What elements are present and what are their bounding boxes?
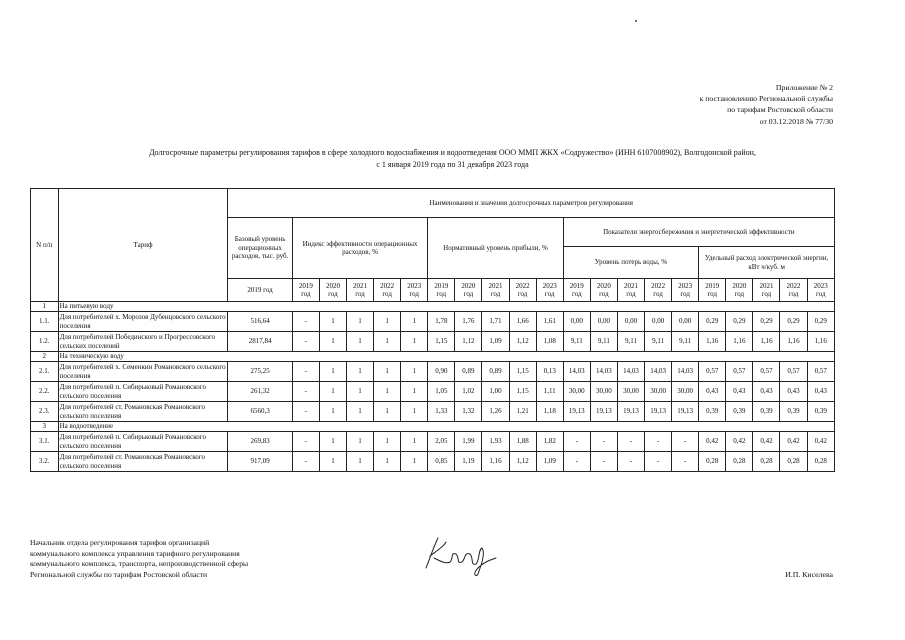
section-row <box>31 422 835 432</box>
row-profit-value: 1,16 <box>482 452 509 472</box>
row-loss-value: 30,00 <box>563 382 590 402</box>
row-tariff-name: Для потребителей п. Сибирьковый Романовского сельского поселения <box>58 432 228 452</box>
row-loss-value: 19,13 <box>590 402 617 422</box>
row-eff-value: 1 <box>346 332 373 352</box>
row-elec-value: 0,28 <box>807 452 834 472</box>
document-title-line: Долгосрочные параметры регулирования тарифов в сфере холодного водоснабжения и водоотведения ООО ММП ЖКХ «Содружество» (ИНН 6107008902), Волгодонской район, <box>149 148 756 157</box>
section-num: 2 <box>31 352 59 362</box>
row-num: 2.2. <box>31 382 59 402</box>
row-profit-value: 1,12 <box>509 332 536 352</box>
header-year-efficiency: 2020 год <box>319 279 346 302</box>
row-eff-value: 1 <box>346 452 373 472</box>
header-year-losses: 2023 год <box>672 279 699 302</box>
row-elec-value: 0,28 <box>780 452 807 472</box>
row-base-level: 269,83 <box>228 432 292 452</box>
row-profit-value: 1,99 <box>455 432 482 452</box>
header-year-efficiency: 2021 год <box>346 279 373 302</box>
header-group-title: Наименования и значения долгосрочных параметров регулирования <box>228 189 835 218</box>
row-eff-value: 1 <box>374 382 401 402</box>
row-eff-value: 1 <box>401 362 428 382</box>
row-loss-value: 9,11 <box>672 332 699 352</box>
row-num: 3.1. <box>31 432 59 452</box>
row-elec-value: 0,43 <box>726 382 753 402</box>
row-eff-value: 1 <box>401 332 428 352</box>
row-loss-value: - <box>563 452 590 472</box>
row-elec-value: 1,16 <box>699 332 726 352</box>
row-elec-value: 1,16 <box>807 332 834 352</box>
row-loss-value: 14,03 <box>645 362 672 382</box>
header-year-electric: 2019 год <box>699 279 726 302</box>
row-eff-value: 1 <box>401 402 428 422</box>
row-profit-value: 1,18 <box>536 402 563 422</box>
signatory-position <box>30 538 248 580</box>
row-elec-value: 0,57 <box>699 362 726 382</box>
table-row <box>31 402 835 422</box>
row-elec-value: 0,43 <box>780 382 807 402</box>
row-elec-value: 0,42 <box>726 432 753 452</box>
row-eff-value: 1 <box>346 362 373 382</box>
row-elec-value: 0,39 <box>780 402 807 422</box>
section-num: 1 <box>31 302 59 312</box>
header-year-electric: 2021 год <box>753 279 780 302</box>
row-eff-value: 1 <box>401 312 428 332</box>
header-tariff: Тариф <box>58 189 228 302</box>
row-elec-value: 0,29 <box>726 312 753 332</box>
header-year-electric: 2020 год <box>726 279 753 302</box>
row-elec-value: 0,39 <box>726 402 753 422</box>
row-profit-value: 1,00 <box>482 382 509 402</box>
row-elec-value: 0,39 <box>699 402 726 422</box>
row-eff-value: 1 <box>319 362 346 382</box>
row-eff-value: 1 <box>319 312 346 332</box>
row-tariff-name: Для потребителей х. Семенкин Романовского сельского поселения <box>58 362 228 382</box>
row-elec-value: 0,57 <box>726 362 753 382</box>
header-year-efficiency: 2023 год <box>401 279 428 302</box>
row-loss-value: 0,00 <box>645 312 672 332</box>
row-elec-value: 0,42 <box>699 432 726 452</box>
row-elec-value: 0,43 <box>699 382 726 402</box>
section-row <box>31 302 835 312</box>
row-loss-value: - <box>645 432 672 452</box>
row-eff-value: 1 <box>374 402 401 422</box>
header-base-year: 2019 год <box>228 279 292 302</box>
row-elec-value: 0,29 <box>699 312 726 332</box>
table-row <box>31 312 835 332</box>
header-year-profit: 2022 год <box>509 279 536 302</box>
row-base-level: 275,25 <box>228 362 292 382</box>
header-year-profit: 2023 год <box>536 279 563 302</box>
row-elec-value: 0,42 <box>780 432 807 452</box>
row-elec-value: 0,57 <box>807 362 834 382</box>
row-profit-value: 0,89 <box>482 362 509 382</box>
document-title-line: с 1 января 2019 года по 31 декабря 2023 года <box>376 159 529 169</box>
row-profit-value: 1,21 <box>509 402 536 422</box>
row-base-level: 516,64 <box>228 312 292 332</box>
header-year-profit: 2020 год <box>455 279 482 302</box>
row-profit-value: 0,85 <box>428 452 455 472</box>
row-profit-value: 0,89 <box>455 362 482 382</box>
row-loss-value: 9,11 <box>590 332 617 352</box>
header-year-electric: 2022 год <box>780 279 807 302</box>
row-elec-value: 0,43 <box>753 382 780 402</box>
row-eff-value: 1 <box>374 312 401 332</box>
appendix-line: от 03.12.2018 № 77/30 <box>759 116 833 126</box>
row-loss-value: 0,00 <box>563 312 590 332</box>
row-loss-value: 19,13 <box>672 402 699 422</box>
row-profit-value: 1,93 <box>482 432 509 452</box>
row-profit-value: 1,02 <box>455 382 482 402</box>
header-year-efficiency: 2019 год <box>292 279 319 302</box>
header-year-efficiency: 2022 год <box>374 279 401 302</box>
row-profit-value: 1,05 <box>428 382 455 402</box>
section-num: 3 <box>31 422 59 432</box>
row-eff-value: 1 <box>319 382 346 402</box>
row-base-level: 261,32 <box>228 382 292 402</box>
header-year-losses: 2020 год <box>590 279 617 302</box>
row-eff-value: 1 <box>346 312 373 332</box>
row-eff-value: 1 <box>346 382 373 402</box>
header-year-losses: 2021 год <box>617 279 644 302</box>
scan-speck <box>635 20 637 22</box>
row-profit-value: 1,09 <box>536 452 563 472</box>
signatory-name: И.П. Киселева <box>785 570 833 579</box>
table-row <box>31 382 835 402</box>
header-electric-consumption: Удельный расход электрической энергии, кВт ч/куб. м <box>699 247 835 279</box>
row-num: 2.1. <box>31 362 59 382</box>
handwritten-signature <box>420 528 500 578</box>
row-eff-value: 1 <box>319 452 346 472</box>
row-eff-value: 1 <box>374 332 401 352</box>
row-eff-value: 1 <box>319 432 346 452</box>
row-eff-value: 1 <box>346 432 373 452</box>
row-eff-value: - <box>292 362 319 382</box>
row-elec-value: 0,57 <box>780 362 807 382</box>
row-tariff-name: Для потребителей ст. Романовская Романовского сельского поселения <box>58 452 228 472</box>
row-loss-value: 30,00 <box>590 382 617 402</box>
appendix-line: по тарифам Ростовской области <box>727 105 833 115</box>
row-eff-value: - <box>292 382 319 402</box>
row-loss-value: - <box>672 452 699 472</box>
row-base-level: 6560,3 <box>228 402 292 422</box>
row-loss-value: 30,00 <box>672 382 699 402</box>
row-loss-value: - <box>645 452 672 472</box>
table-row <box>31 332 835 352</box>
row-tariff-name: Для потребителей х. Морозов Дубенцовского сельского поселения <box>58 312 228 332</box>
row-loss-value: 9,11 <box>617 332 644 352</box>
document-title <box>60 147 845 170</box>
position-line: коммунального комплекса, транспорта, непроизводственной сферы <box>30 559 249 568</box>
position-line: коммунального комплекса управления тарифного регулирования <box>30 548 240 558</box>
row-loss-value: 0,00 <box>590 312 617 332</box>
row-elec-value: 0,28 <box>699 452 726 472</box>
row-loss-value: 0,00 <box>617 312 644 332</box>
row-eff-value: 1 <box>401 382 428 402</box>
row-eff-value: 1 <box>374 362 401 382</box>
section-name: На техническую воду <box>58 352 834 362</box>
row-base-level: 917,09 <box>228 452 292 472</box>
header-efficiency-index: Индекс эффективности операционных расходов, % <box>292 218 427 279</box>
row-elec-value: 0,28 <box>753 452 780 472</box>
row-elec-value: 1,16 <box>726 332 753 352</box>
row-elec-value: 0,28 <box>726 452 753 472</box>
row-elec-value: 0,29 <box>780 312 807 332</box>
header-water-losses: Уровень потерь воды, % <box>563 247 698 279</box>
row-profit-value: 0,13 <box>536 362 563 382</box>
row-elec-value: 0,39 <box>753 402 780 422</box>
row-profit-value: 1,15 <box>509 362 536 382</box>
row-loss-value: 14,03 <box>563 362 590 382</box>
row-elec-value: 1,16 <box>753 332 780 352</box>
row-base-level: 2817,84 <box>228 332 292 352</box>
row-loss-value: 0,00 <box>672 312 699 332</box>
table-row <box>31 452 835 472</box>
row-loss-value: 19,13 <box>617 402 644 422</box>
row-elec-value: 1,16 <box>780 332 807 352</box>
row-profit-value: 1,71 <box>482 312 509 332</box>
row-eff-value: 1 <box>319 332 346 352</box>
row-profit-value: 1,61 <box>536 312 563 332</box>
row-tariff-name: Для потребителей Побединского и Прогрессовского сельских поселений <box>58 332 228 352</box>
row-tariff-name: Для потребителей ст. Романовская Романовского сельского поселения <box>58 402 228 422</box>
header-year-losses: 2019 год <box>563 279 590 302</box>
section-name: На водоотведение <box>58 422 834 432</box>
row-loss-value: 30,00 <box>617 382 644 402</box>
row-eff-value: 1 <box>374 432 401 452</box>
row-eff-value: - <box>292 402 319 422</box>
header-year-profit: 2019 год <box>428 279 455 302</box>
row-eff-value: 1 <box>346 402 373 422</box>
row-tariff-name: Для потребителей п. Сибирьковый Романовского сельского поселения <box>58 382 228 402</box>
row-num: 1.2. <box>31 332 59 352</box>
row-num: 3.2. <box>31 452 59 472</box>
header-profit-level: Нормативный уровень прибыли, % <box>428 218 563 279</box>
position-line: Начальник отдела регулирования тарифов организаций <box>30 538 210 547</box>
table-row <box>31 432 835 452</box>
row-loss-value: 19,13 <box>563 402 590 422</box>
row-loss-value: 14,03 <box>672 362 699 382</box>
row-eff-value: 1 <box>319 402 346 422</box>
row-profit-value: 1,19 <box>455 452 482 472</box>
row-eff-value: 1 <box>401 452 428 472</box>
header-year-electric: 2023 год <box>807 279 834 302</box>
row-profit-value: 1,15 <box>428 332 455 352</box>
header-year-losses: 2022 год <box>645 279 672 302</box>
row-profit-value: 1,82 <box>536 432 563 452</box>
row-eff-value: 1 <box>401 432 428 452</box>
row-profit-value: 1,78 <box>428 312 455 332</box>
parameters-table <box>30 188 835 472</box>
row-elec-value: 0,42 <box>753 432 780 452</box>
row-elec-value: 0,29 <box>807 312 834 332</box>
row-profit-value: 1,76 <box>455 312 482 332</box>
row-profit-value: 2,05 <box>428 432 455 452</box>
row-profit-value: 1,66 <box>509 312 536 332</box>
row-profit-value: 1,15 <box>509 382 536 402</box>
row-loss-value: 14,03 <box>617 362 644 382</box>
row-profit-value: 1,11 <box>536 382 563 402</box>
row-loss-value: 14,03 <box>590 362 617 382</box>
row-elec-value: 0,29 <box>753 312 780 332</box>
row-profit-value: 1,12 <box>509 452 536 472</box>
header-year-profit: 2021 год <box>482 279 509 302</box>
section-name: На питьевую воду <box>58 302 834 312</box>
row-profit-value: 1,32 <box>455 402 482 422</box>
appendix-line: к постановлению Региональной службы <box>699 94 833 104</box>
row-profit-value: 1,08 <box>536 332 563 352</box>
section-row <box>31 352 835 362</box>
row-eff-value: - <box>292 332 319 352</box>
row-profit-value: 1,88 <box>509 432 536 452</box>
row-loss-value: 30,00 <box>645 382 672 402</box>
header-base-level: Базовый уровень операционных расходов, тыс. руб. <box>228 218 292 279</box>
header-energy-indicators: Показатели энергосбережения и энергетической эффективности <box>563 218 834 247</box>
row-elec-value: 0,39 <box>807 402 834 422</box>
row-num: 1.1. <box>31 312 59 332</box>
appendix-line: Приложение № 2 <box>775 83 833 92</box>
header-num: N п/п <box>31 189 59 302</box>
row-profit-value: 0,90 <box>428 362 455 382</box>
row-eff-value: 1 <box>374 452 401 472</box>
row-loss-value: - <box>590 452 617 472</box>
row-num: 2.3. <box>31 402 59 422</box>
row-profit-value: 1,33 <box>428 402 455 422</box>
position-line: Региональной службы по тарифам Ростовской области <box>30 569 208 579</box>
table-row <box>31 362 835 382</box>
row-loss-value: - <box>617 452 644 472</box>
row-eff-value: - <box>292 452 319 472</box>
row-profit-value: 1,12 <box>455 332 482 352</box>
row-profit-value: 1,26 <box>482 402 509 422</box>
row-loss-value: - <box>672 432 699 452</box>
row-elec-value: 0,43 <box>807 382 834 402</box>
row-eff-value: - <box>292 432 319 452</box>
row-loss-value: 9,11 <box>563 332 590 352</box>
row-loss-value: 19,13 <box>645 402 672 422</box>
row-loss-value: - <box>617 432 644 452</box>
row-loss-value: - <box>563 432 590 452</box>
row-elec-value: 0,57 <box>753 362 780 382</box>
row-elec-value: 0,42 <box>807 432 834 452</box>
row-profit-value: 1,09 <box>482 332 509 352</box>
row-loss-value: 9,11 <box>645 332 672 352</box>
row-eff-value: - <box>292 312 319 332</box>
row-loss-value: - <box>590 432 617 452</box>
appendix-reference <box>700 82 834 127</box>
